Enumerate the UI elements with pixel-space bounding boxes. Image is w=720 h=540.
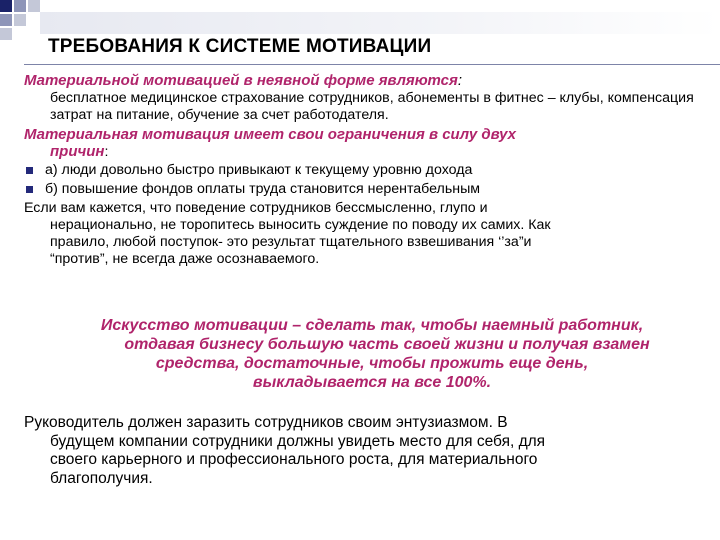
- bullet-text-a: а) люди довольно быстро привыкают к текущему уровню дохода: [45, 162, 473, 178]
- behavior-line2: нерационально, не торопитесь выносить суждение по поводу их самих. Как: [50, 217, 551, 233]
- implicit-motivation-colon: :: [457, 72, 463, 89]
- leader-line1: Руководитель должен заразить сотрудников своим энтузиазмом. В: [24, 414, 508, 431]
- leader-line2: будущем компании сотрудники должны увидеть место для себя, для: [50, 432, 546, 450]
- square-bullet-icon: [26, 186, 33, 193]
- decor-square-3: [28, 0, 40, 12]
- decor-square-4: [0, 14, 12, 26]
- behavior-line4: “против”, не всегда даже осознаваемого.: [50, 251, 320, 267]
- quote-line4: выкладывается на все 100%.: [252, 374, 492, 391]
- list-item: [24, 162, 710, 179]
- square-bullet-icon: [26, 167, 33, 174]
- bullet-text-b: б) повышение фондов оплаты труда становится нерентабельным: [45, 181, 481, 197]
- main-content: [24, 72, 710, 268]
- limitations-heading-line2: причин: [50, 143, 105, 160]
- decor-square-2: [14, 0, 26, 12]
- decor-square-1: [0, 0, 12, 12]
- paragraph-leader: [24, 414, 704, 488]
- quote-line2: отдавая бизнесу большую часть своей жизни и получая взамен: [124, 336, 650, 353]
- implicit-motivation-text: бесплатное медицинское страхование сотрудников, абонементы в фитнес – клубы, компенсация затрат на питание, обучение за счет работодателя.: [50, 90, 694, 123]
- decor-square-5: [14, 14, 26, 26]
- title-divider: [24, 64, 720, 65]
- limitations-heading-line1: Материальная мотивация имеет свои ограничения в силу двух: [24, 126, 516, 143]
- quote-line1: Искусство мотивации – сделать так, чтобы наемный работник,: [100, 317, 644, 334]
- title-band: [40, 12, 720, 34]
- list-item: [24, 181, 710, 198]
- paragraph-behavior: [24, 200, 710, 268]
- behavior-line3: правило, любой поступок- это результат тщательного взвешивания ‘’за”и: [50, 234, 532, 250]
- decor-square-6: [0, 28, 12, 40]
- implicit-motivation-heading: Материальной мотивацией в неявной форме являются: [24, 72, 458, 89]
- paragraph-limitations: [24, 126, 710, 161]
- quote-line3: средства, достаточные, чтобы прожить еще день,: [155, 355, 589, 372]
- page-title: ТРЕБОВАНИЯ К СИСТЕМЕ МОТИВАЦИИ: [48, 36, 432, 57]
- leader-line4: благополучия.: [50, 469, 153, 487]
- paragraph-implicit-motivation: [24, 72, 710, 124]
- limitations-colon: :: [104, 144, 109, 160]
- behavior-line1: Если вам кажется, что поведение сотрудников бессмысленно, глупо и: [24, 200, 488, 216]
- motivation-quote: [24, 316, 720, 392]
- leader-line3: своего карьерного и профессионального роста, для материального: [50, 451, 538, 468]
